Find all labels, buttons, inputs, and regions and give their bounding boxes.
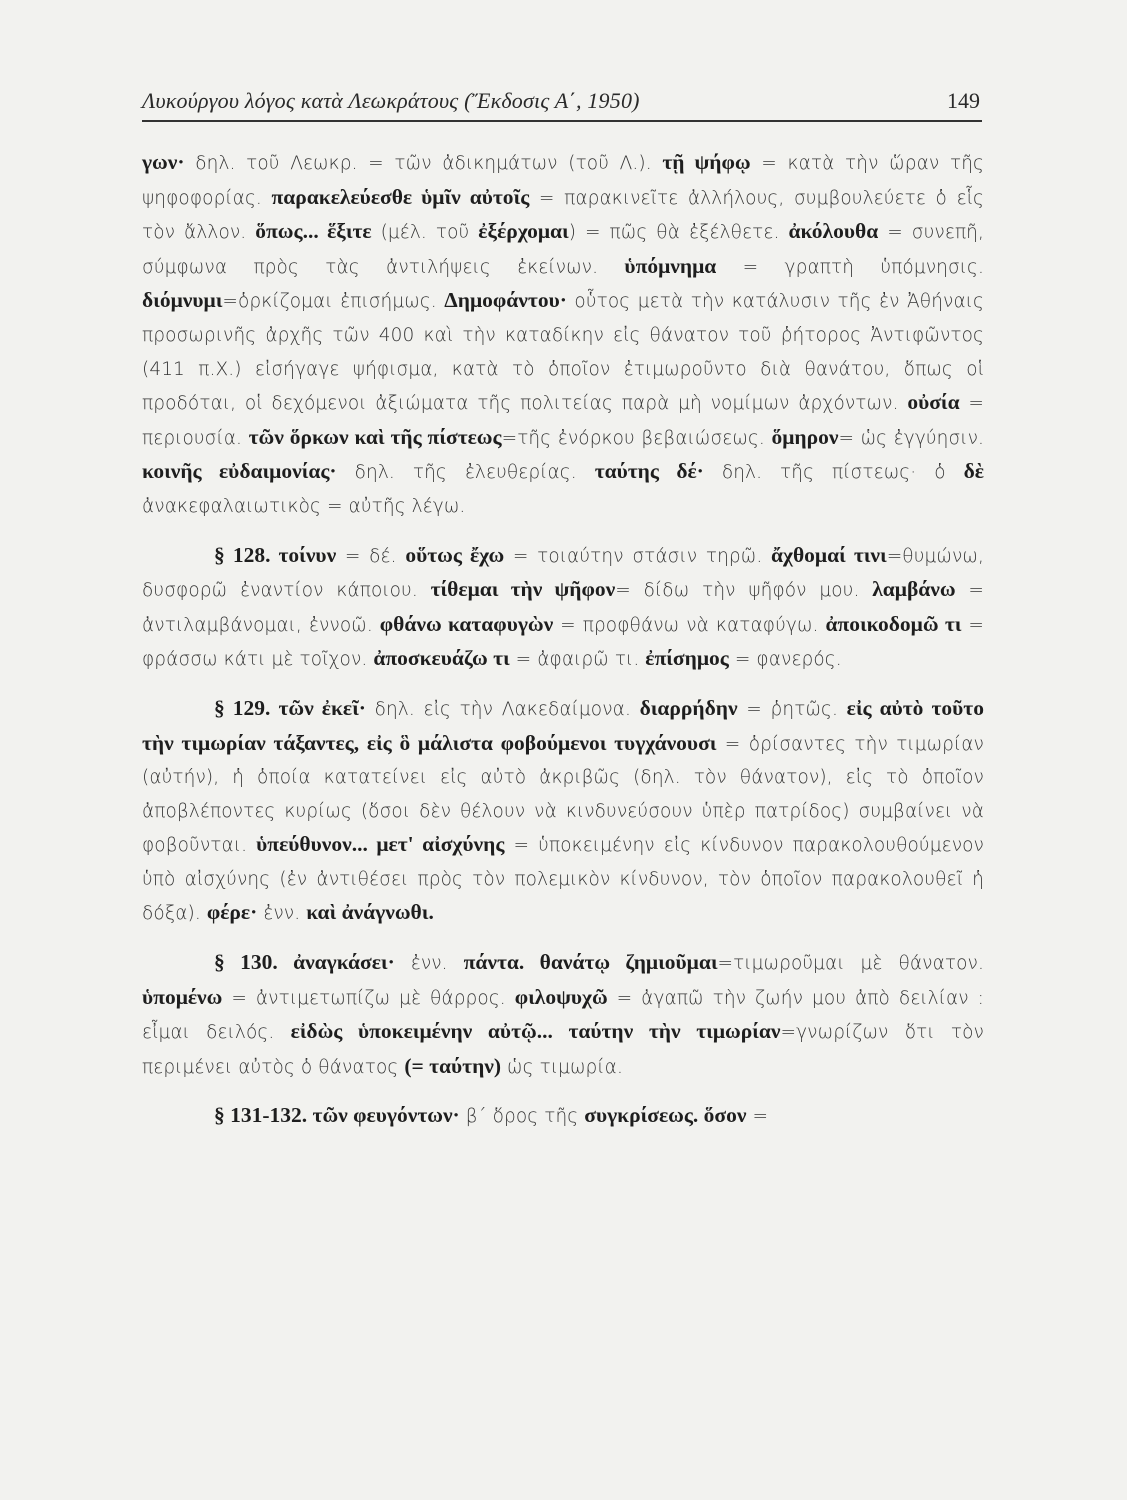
lemma-term: διόμνυμι — [142, 288, 223, 313]
lemma-term: γων· — [142, 150, 185, 174]
page-number: 149 — [947, 88, 980, 113]
lemma-term: § 131-132. τῶν φευγόντων· — [214, 1103, 460, 1128]
gloss-text: =τῆς ἐνόρκου βεβαιώσεως. — [501, 427, 772, 449]
lemma-term: § 129. τῶν ἐκεῖ· — [214, 695, 366, 720]
gloss-text: = τοιαύτην στάσιν τηρῶ. — [504, 545, 772, 567]
lemma-term: εἰδὼς ὑποκειμένην αὐτῷ... ταύτην τὴν τιμωρίαν — [290, 1019, 781, 1044]
gloss-text: β΄ ὅρος τῆς — [459, 1106, 585, 1128]
gloss-text: = παρακινεῖτε ἀλλήλους, συμβουλεύετε ὁ εἷς τὸν ἄλλον. — [142, 187, 984, 244]
lemma-term: φέρε· — [206, 900, 258, 925]
lemma-term: ὅπως... ἕξιτε — [255, 219, 372, 244]
gloss-text: = φανερός. — [728, 649, 842, 671]
lemma-term: τίθεμαι τὴν ψῆφον — [430, 577, 616, 602]
gloss-text: = κατὰ τὴν ὥραν τῆς ψηφοφορίας. — [142, 153, 984, 209]
lemma-term: ὑπόμνημα — [624, 253, 717, 278]
lemma-term: Δημοφάντου· — [444, 288, 567, 313]
header-title: Λυκούργου λόγος κατὰ Λεωκράτους (Ἔκδοσις Α΄, 1950) — [142, 88, 640, 113]
lemma-term: τῇ ψήφῳ — [662, 150, 751, 174]
gloss-text: = γραπτὴ ὑπόμνησις. — [716, 256, 984, 278]
gloss-text: = ἀγαπῶ τὴν ζωήν μου ἀπὸ δειλίαν : εἶμαι δειλός. — [142, 987, 984, 1044]
lemma-term: κοινῆς εὐδαιμονίας· — [142, 459, 337, 484]
lemma-term: παρακελεύεσθε ὑμῖν αὐτοῖς — [271, 184, 530, 209]
lemma-term: § 130. ἀναγκάσει· — [214, 950, 395, 975]
lemma-term: φιλοψυχῶ — [514, 984, 608, 1009]
lemma-term: συγκρίσεως. ὅσον — [584, 1103, 747, 1128]
paragraph-continuation — [142, 146, 984, 524]
gloss-text: = προφθάνω νὰ καταφύγω. — [553, 614, 826, 636]
paragraph-section-128 — [142, 539, 984, 677]
gloss-text: = φράσσω κάτι μὲ τοῖχον. — [142, 614, 985, 671]
lemma-term: ὑπεύθυνον... μετ' αἰσχύνης — [256, 832, 505, 857]
lemma-term: οὕτως ἔχω — [405, 542, 505, 567]
gloss-text: = ῥητῶς. — [737, 698, 847, 720]
gloss-text: = δίδω τὴν ψῆφόν μου. — [615, 580, 873, 602]
gloss-text: = περιουσία. — [142, 393, 984, 449]
gloss-text: = ὡς ἐγγύησιν. — [838, 427, 984, 449]
gloss-text: ) = πῶς θὰ ἐξέλθετε. — [568, 222, 789, 244]
lemma-term: ὑπομένω — [142, 984, 223, 1009]
gloss-text: δηλ. τῆς πίστεως· ὁ — [703, 462, 964, 484]
paragraph-section-130 — [142, 946, 984, 1084]
lemma-term: ἐπίσημος — [645, 646, 729, 671]
gloss-text: ὡς τιμωρία. — [501, 1056, 623, 1078]
lemma-term: ὅμηρον — [771, 424, 839, 449]
paragraph-section-131-132 — [142, 1099, 984, 1134]
gloss-text: δηλ. τῆς ἐλευθερίας. — [336, 462, 595, 484]
lemma-term: δὲ — [963, 459, 984, 484]
gloss-text: = — [746, 1106, 769, 1128]
lemma-term: πάντα. θανάτῳ ζημιοῦμαι — [463, 950, 718, 975]
gloss-text: = ὑποκειμένην εἰς κίνδυνον παρακολουθούμενον ὑπὸ αἰσχύνης (ἐν ἀντιθέσει πρὸς τὸν πολεμικὸν κίνδυνον, τὸν ὁποῖον παρακολουθεῖ ἡ δόξα). — [142, 835, 984, 925]
gloss-text: = ὁρίσαντες τὴν τιμωρίαν (αὐτήν), ἡ ὁποία κατατείνει εἰς αὐτὸ ἀκριβῶς (δηλ. τὸν θάνατον), εἰς τὸ ὁποῖον ἀποβλέποντες κυρίως (ὅσοι δὲν θέλουν νὰ κινδυνεύσουν ὑπὲρ πατρίδος) συμβαίνει νὰ φοβοῦνται. — [142, 733, 984, 857]
gloss-text: ἐνν. — [394, 953, 464, 975]
lemma-term: ἀποσκευάζω τι — [373, 646, 510, 671]
lemma-term: ἀκόλουθα — [788, 219, 879, 244]
gloss-text: = ἀντιμετωπίζω μὲ θάρρος. — [222, 987, 515, 1009]
gloss-text: οὗτος μετὰ τὴν κατάλυσιν τῆς ἐν Ἀθήναις προσωρινῆς ἀρχῆς τῶν 400 καὶ τὴν καταδίκην εἰς θάνατον τοῦ ῥήτορος Ἀντιφῶντος (411 π.Χ.) εἰσήγαγε ψήφισμα, κατὰ τὸ ὁποῖον ἐτιμωροῦντο διὰ θανάτου, ὅπως οἱ προδόται, οἱ δεχόμενοι ἀξιώματα τῆς πολιτείας παρὰ μὴ νομίμων ἀρχόντων. — [142, 291, 984, 415]
gloss-text: = δέ. — [336, 545, 406, 567]
lemma-term: εἰς αὐτὸ τοῦτο τὴν τιμωρίαν τάξαντες, εἰς ὃ μάλιστα φοβούμενοι τυγχάνουσι — [142, 695, 984, 755]
lemma-term: διαρρήδην — [639, 695, 738, 720]
lemma-term: οὐσία — [907, 390, 960, 415]
gloss-text: =τιμωροῦμαι μὲ θάνατον. — [717, 953, 984, 975]
gloss-text: =ὁρκίζομαι ἐπισήμως. — [222, 291, 445, 313]
gloss-text: =θυμώνω, δυσφορῶ ἐναντίον κάποιου. — [142, 545, 984, 602]
gloss-text: δηλ. εἰς τὴν Λακεδαίμονα. — [365, 698, 640, 720]
gloss-text: δηλ. τοῦ Λεωκρ. = τῶν ἀδικημάτων (τοῦ Λ.). — [184, 153, 663, 174]
lemma-term: (= ταύτην) — [404, 1053, 502, 1078]
gloss-text: ἀνακεφαλαιωτικὸς = αὐτῆς λέγω. — [142, 495, 466, 517]
gloss-text: = συνεπῆ, σύμφωνα πρὸς τὰς ἀντιλήψεις ἐκείνων. — [142, 222, 984, 278]
running-header — [142, 86, 982, 122]
gloss-text: (μέλ. τοῦ — [371, 222, 479, 244]
paragraph-section-129 — [142, 692, 984, 931]
lemma-term: ἐξέρχομαι — [478, 219, 569, 244]
lemma-term: ἄχθομαί τινι — [771, 542, 887, 567]
gloss-text: ἐνν. — [257, 903, 307, 925]
lemma-term: ἀποικοδομῶ τι — [825, 611, 962, 636]
lemma-term: λαμβάνω — [872, 577, 956, 602]
lemma-term: ταύτης δέ· — [594, 459, 704, 484]
gloss-text: = ἀντιλαμβάνομαι, ἐννοῶ. — [142, 580, 984, 636]
commentary-text — [142, 146, 984, 1134]
lemma-term: καὶ ἀνάγνωθι. — [306, 900, 434, 925]
lemma-term: § 128. τοίνυν — [214, 542, 337, 567]
lemma-term: τῶν ὅρκων καὶ τῆς πίστεως — [248, 424, 502, 449]
lemma-term: φθάνω καταφυγὼν — [379, 611, 554, 636]
gloss-text: =γνωρίζων ὅτι τὸν περιμένει αὐτὸς ὁ θάνατος — [142, 1022, 984, 1078]
gloss-text: = ἀφαιρῶ τι. — [509, 649, 646, 671]
